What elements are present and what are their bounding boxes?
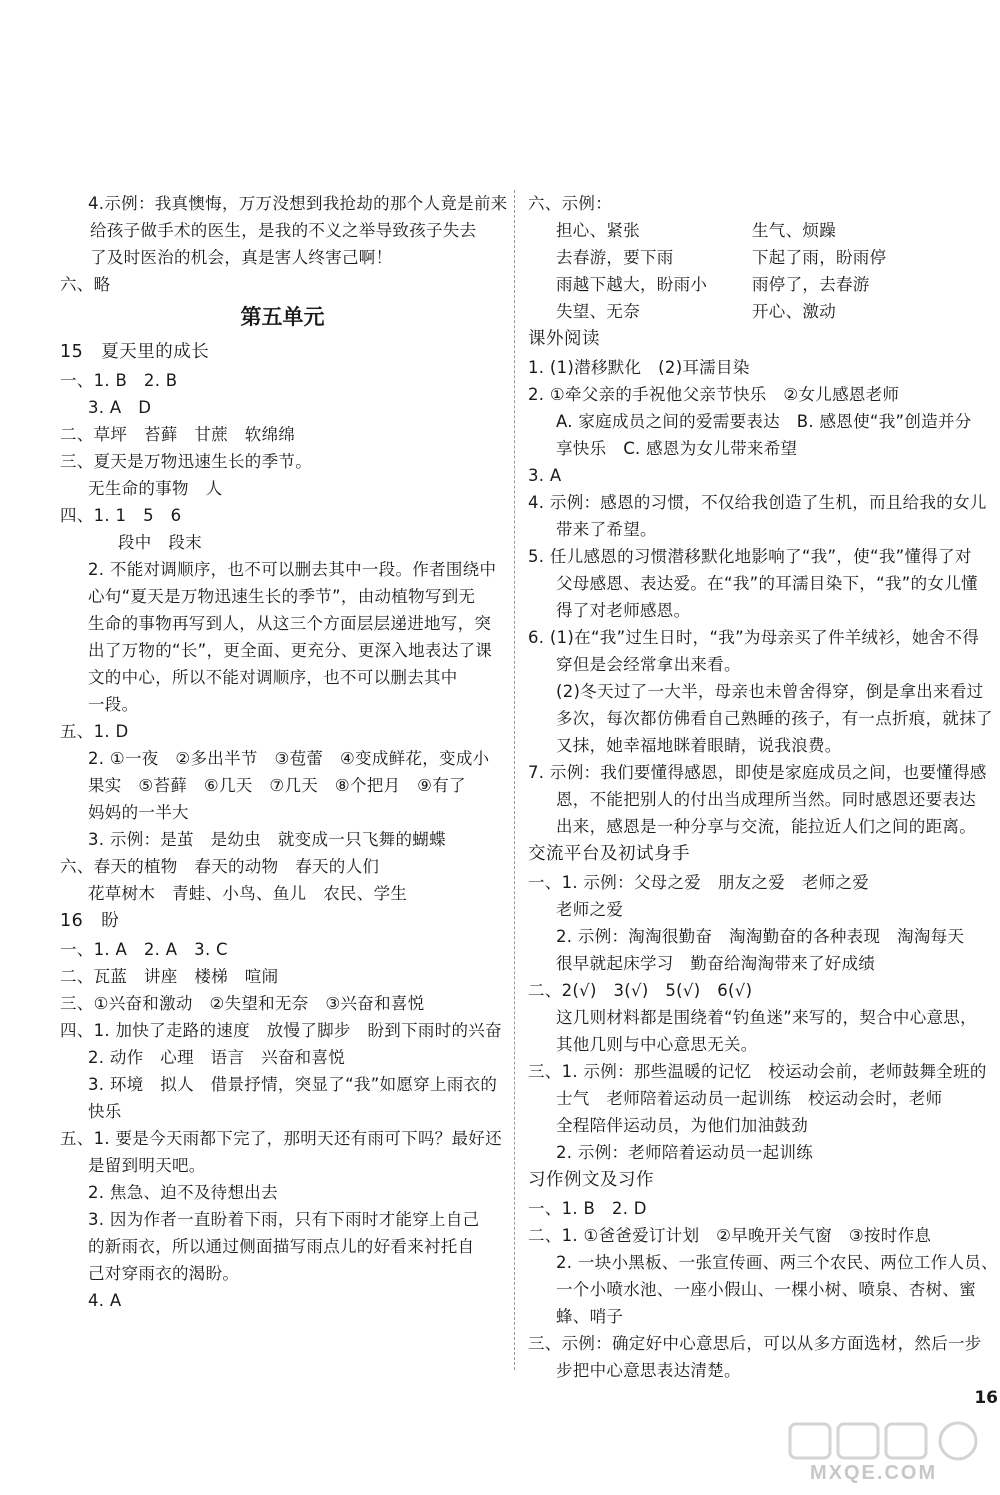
- answer-line: 4. A: [88, 1291, 122, 1310]
- answer-line: 老师之爱: [556, 900, 624, 919]
- answer-line: 三、1. 示例：那些温暖的记忆 校运动会前，老师鼓舞全班的: [528, 1062, 987, 1081]
- answer-line: 2. 示例：淘淘很勤奋 淘淘勤奋的各种表现 淘淘每天: [556, 927, 965, 946]
- answer-line: 三、①兴奋和激动 ②失望和无奈 ③兴奋和喜悦: [60, 994, 425, 1013]
- answer-line: 三、夏天是万物迅速生长的季节。: [60, 452, 312, 471]
- answer-line: 一、1. A 2. A 3. C: [60, 940, 228, 959]
- answer-line: 出了万物的“长”，更全面、更充分、更深入地表达了课: [88, 641, 493, 660]
- answer-line: 3. 因为作者一直盼着下雨，只有下雨时才能穿上自己: [88, 1210, 480, 1229]
- answer-line: 士气 老师陪着运动员一起训练 校运动会时，老师: [556, 1089, 943, 1108]
- answer-line: 父母感恩、表达爱。在“我”的耳濡目染下，“我”的女儿懂: [556, 574, 978, 593]
- answer-line: A. 家庭成员之间的爱需要表达 B. 感恩使“我”创造并分: [556, 412, 972, 431]
- answer-line: 五、1. D: [60, 722, 129, 741]
- answer-line: 二、草坪 苔藓 甘蔗 软绵绵: [60, 425, 296, 444]
- answer-line: 一段。: [88, 695, 139, 714]
- answer-line: 2. ①牵父亲的手祝他父亲节快乐 ②女儿感恩老师: [528, 385, 900, 404]
- answer-line: 妈妈的一半大: [88, 803, 189, 822]
- answer-line: 五、1. 要是今天雨都下完了，那明天还有雨可下吗？最好还: [60, 1129, 502, 1148]
- answer-line: 2. 不能对调顺序，也不可以删去其中一段。作者围绕中: [88, 560, 497, 579]
- answer-line: 花草树木 青蛙、小鸟、鱼儿 农民、学生: [88, 884, 408, 903]
- answer-line: 六、略: [60, 275, 111, 294]
- right-column: [528, 190, 998, 1384]
- answer-line: 快乐: [88, 1102, 122, 1121]
- answer-line: 六、春天的植物 春天的动物 春天的人们: [60, 857, 380, 876]
- emotion-pair-row: [528, 298, 963, 325]
- answer-line: 一、1. B 2. B: [60, 371, 178, 390]
- answer-line: 是留到明天吧。: [88, 1156, 206, 1175]
- answer-line: 2. ①一夜 ②多出半节 ③苞蕾 ④变成鲜花，变成小: [88, 749, 490, 768]
- answer-line: 步把中心意思表达清楚。: [556, 1361, 741, 1380]
- lesson-15-answers: [60, 367, 505, 907]
- answer-line: 一、1. 示例：父母之爱 朋友之爱 老师之爱: [528, 873, 870, 892]
- answer-line: 7. 示例：我们要懂得感恩，即使是家庭成员之间，也要懂得感: [528, 763, 987, 782]
- answer-line: 2. 焦急、迫不及待想出去: [88, 1183, 278, 1202]
- emotion-pair-item: 下起了雨，盼雨停: [752, 248, 887, 267]
- answer-line: 果实 ⑤苔藓 ⑥几天 ⑦几天 ⑧个把月 ⑨有了: [88, 776, 466, 795]
- answer-line: 这几则材料都是围绕着“钓鱼迷”来写的，契合中心意思，: [556, 1008, 977, 1027]
- emotion-pair-item: 担心、紧张: [556, 221, 640, 240]
- answer-line: 2. 动作 心理 语言 兴奋和喜悦: [88, 1048, 346, 1067]
- answer-line: 其他几则与中心意思无关。: [556, 1035, 758, 1054]
- answer-line: 的新雨衣，所以通过侧面描写雨点儿的好看来衬托自: [88, 1237, 475, 1256]
- jiaoliu-answers: [528, 869, 987, 1166]
- emotion-pair-row: [528, 244, 963, 271]
- answer-line: 四、1. 1 5 6: [60, 506, 182, 525]
- xizuo-answers: [528, 1195, 998, 1384]
- answer-line: 六、示例：: [528, 194, 612, 213]
- column-divider: [514, 190, 515, 1370]
- answer-line: 5. 任儿感恩的习惯潜移默化地影响了“我”，使“我”懂得了对: [528, 547, 972, 566]
- emotion-pair-row: [528, 271, 963, 298]
- answer-line: 带来了希望。: [556, 520, 657, 539]
- answer-line: 蜂、哨子: [556, 1307, 624, 1326]
- answer-line: (2)冬天过了一大半，母亲也未曾舍得穿，倒是拿出来看过: [556, 682, 984, 701]
- answer-line: 2. 示例：老师陪着运动员一起训练: [556, 1143, 814, 1162]
- emotion-pair-item: 失望、无奈: [556, 302, 640, 321]
- lesson-16-answers: [60, 936, 505, 1314]
- answer-line: 3. A D: [88, 398, 152, 417]
- section-title-kewai: 课外阅读: [528, 329, 600, 349]
- emotion-pairs: [528, 217, 963, 325]
- unit-title: 第五单元: [240, 305, 325, 329]
- answer-line: 享快乐 C. 感恩为女儿带来希望: [556, 439, 798, 458]
- answer-line: 1. (1)潜移默化 (2)耳濡目染: [528, 358, 750, 377]
- watermark-graphic-icon: [782, 1418, 992, 1462]
- lesson-15-title: 15 夏天里的成长: [60, 342, 210, 362]
- answer-line: 全程陪伴运动员，为他们加油鼓劲: [556, 1116, 808, 1135]
- answer-line: 己对穿雨衣的渴盼。: [88, 1264, 240, 1283]
- answer-line: 3. A: [528, 466, 562, 485]
- watermark-text: MXQE.COM: [810, 1462, 938, 1484]
- answer-line: 文的中心，所以不能对调顺序，也不可以删去其中: [88, 668, 458, 687]
- answer-line: 心句“夏天是万物迅速生长的季节”，由动植物写到无: [88, 587, 476, 606]
- emotion-pair-row: [528, 217, 963, 244]
- answer-line: 又抹，她幸福地眯着眼睛，说我浪费。: [556, 736, 842, 755]
- lesson-16-title: 16 盼: [60, 911, 120, 931]
- answer-line: 3. 示例：是茧 是幼虫 就变成一只飞舞的蝴蝶: [88, 830, 446, 849]
- answer-line: 一个小喷水池、一座小假山、一棵小树、喷泉、杏树、蜜: [556, 1280, 976, 1299]
- answer-line: 二、瓦蓝 讲座 楼梯 喧闹: [60, 967, 279, 986]
- answer-line: 4. 示例：感恩的习惯，不仅给我创造了生机，而且给我的女儿: [528, 493, 987, 512]
- emotion-pair-item: 雨停了，去春游: [752, 275, 870, 294]
- answer-line: 多次，每次都仿佛看自己熟睡的孩子，有一点折痕，就抹了: [556, 709, 993, 728]
- emotion-pair-item: 生气、烦躁: [752, 221, 836, 240]
- answer-line: 二、2(√) 3(√) 5(√) 6(√): [528, 981, 753, 1000]
- page-number: 16: [974, 1388, 998, 1408]
- answer-line: 了及时医治的机会，真是害人终害己啊！: [90, 248, 393, 267]
- answer-line: 段中 段末: [118, 533, 202, 552]
- answer-line: 6. (1)在“我”过生日时，“我”为母亲买了件羊绒衫，她舍不得: [528, 628, 980, 647]
- answer-line: 无生命的事物 人: [88, 479, 223, 498]
- answer-line: 二、1. ①爸爸爱订计划 ②早晚开关气窗 ③按时作息: [528, 1226, 932, 1245]
- emotion-pair-item: 去春游，要下雨: [556, 248, 674, 267]
- answer-line: 得了对老师感恩。: [556, 601, 691, 620]
- answer-line: 生命的事物再写到人，从这三个方面层层递进地写，突: [88, 614, 492, 633]
- watermark-logo: [782, 1418, 992, 1490]
- section-title-jiaoliu: 交流平台及初试身手: [528, 844, 690, 864]
- answer-line: 三、示例：确定好中心意思后，可以从多方面选材，然后一步: [528, 1334, 982, 1353]
- answer-line: 出来，感恩是一种分享与交流，能拉近人们之间的距离。: [556, 817, 976, 836]
- kewai-answers: [528, 354, 993, 840]
- answer-line: 四、1. 加快了走路的速度 放慢了脚步 盼到下雨时的兴奋: [60, 1021, 502, 1040]
- answer-line: 恩，不能把别人的付出当成理所当然。同时感恩还要表达: [556, 790, 976, 809]
- answer-line: 一、1. B 2. D: [528, 1199, 647, 1218]
- section-title-xizuo: 习作例文及习作: [528, 1170, 654, 1190]
- previous-answers: [60, 190, 508, 271]
- left-column: [60, 190, 508, 1314]
- answer-line: 4.示例：我真懊悔，万万没想到我抢劫的那个人竟是前来: [88, 194, 508, 213]
- answer-line: 穿但是会经常拿出来看。: [556, 655, 741, 674]
- answer-line: 2. 一块小黑板、一张宣传画、两三个农民、两位工作人员、: [556, 1253, 998, 1272]
- answer-line: 3. 环境 拟人 借景抒情，突显了“我”如愿穿上雨衣的: [88, 1075, 498, 1094]
- answer-line: 给孩子做手术的医生，是我的不义之举导致孩子失去: [90, 221, 477, 240]
- emotion-pair-item: 开心、激动: [752, 302, 836, 321]
- emotion-pair-item: 雨越下越大，盼雨小: [556, 275, 708, 294]
- answer-line: 很早就起床学习 勤奋给淘淘带来了好成绩: [556, 954, 876, 973]
